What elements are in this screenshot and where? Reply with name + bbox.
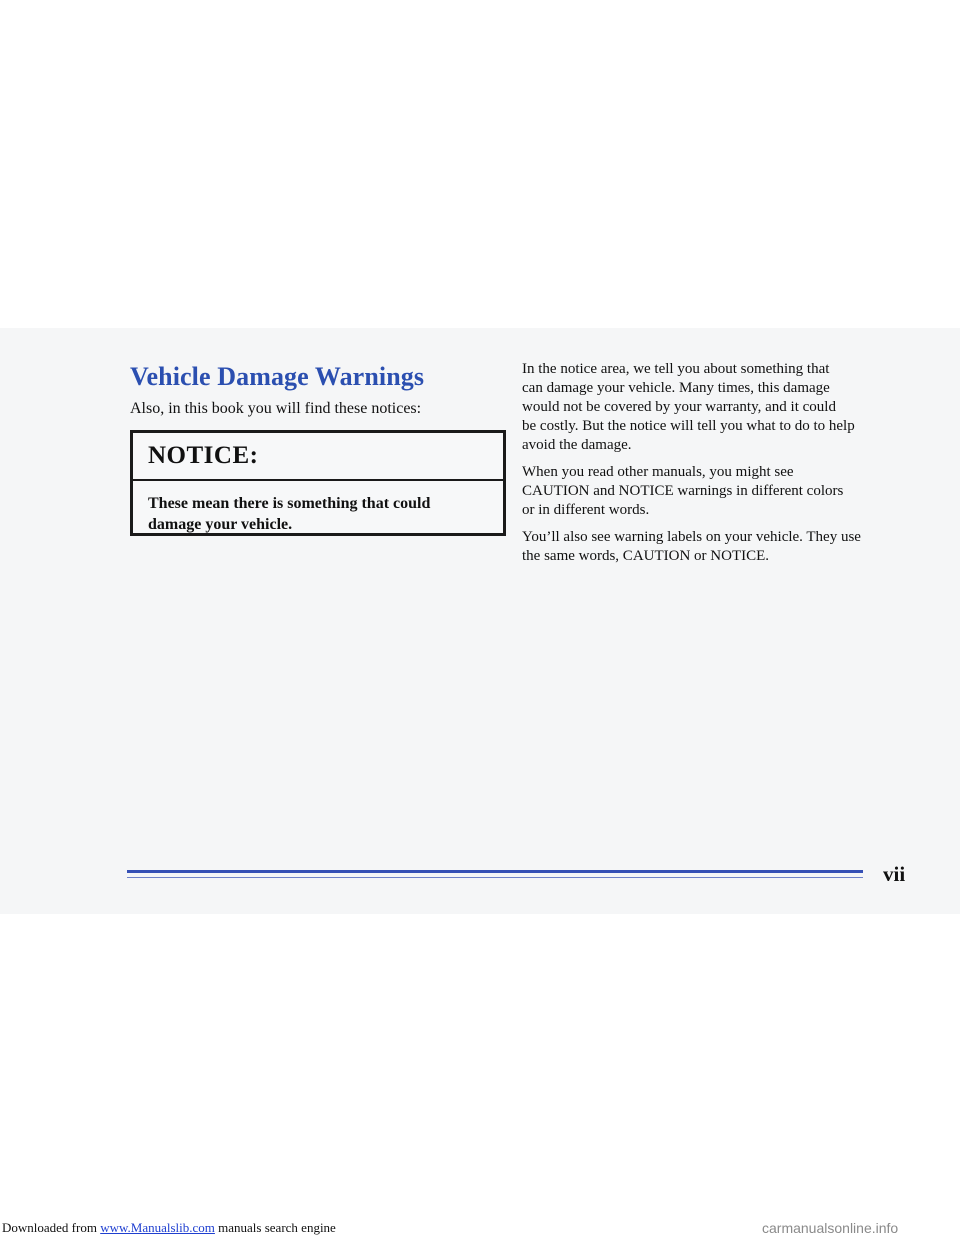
text-line: You’ll also see warning labels on your vehicle. They use (522, 529, 861, 545)
footer-suffix: manuals search engine (214, 1220, 336, 1235)
intro-text: Also, in this book you will find these notices: (130, 400, 422, 417)
notice-body (133, 481, 503, 535)
footer-rule (127, 870, 863, 880)
text-line: the same words, CAUTION or NOTICE. (522, 548, 770, 564)
paragraph-other-manuals (522, 463, 914, 520)
watermark-text: carmanualsonline.info (762, 1220, 899, 1236)
page-number: vii (883, 862, 906, 886)
text-line: avoid the damage. (522, 437, 632, 453)
paragraph-warning-labels (522, 528, 914, 566)
text-line: would not be covered by your warranty, and it could (522, 399, 836, 415)
text-line: or in different words. (522, 502, 650, 518)
text-line: can damage your vehicle. Many times, this damage (522, 380, 830, 396)
notice-box (130, 430, 506, 536)
text-line: In the notice area, we tell you about something that (522, 361, 830, 377)
footer-prefix: Downloaded from (2, 1220, 101, 1235)
footer-rule-thin (127, 877, 863, 878)
download-footer (2, 1220, 336, 1236)
notice-body-line: These mean there is something that could (148, 495, 431, 512)
paragraph-notice-area (522, 360, 914, 455)
notice-header (133, 433, 503, 481)
text-line: be costly. But the notice will tell you what to do to help (522, 418, 855, 434)
manualslib-link[interactable]: www.Manualslib.com (100, 1220, 215, 1235)
text-line: When you read other manuals, you might see (522, 464, 794, 480)
left-column (130, 361, 510, 419)
section-heading: Vehicle Damage Warnings (130, 362, 425, 391)
right-column (522, 360, 914, 574)
footer-rule-thick (127, 870, 863, 873)
notice-body-line: damage your vehicle. (148, 516, 293, 533)
notice-label: NOTICE: (148, 442, 259, 469)
text-line: CAUTION and NOTICE warnings in different colors (522, 483, 844, 499)
